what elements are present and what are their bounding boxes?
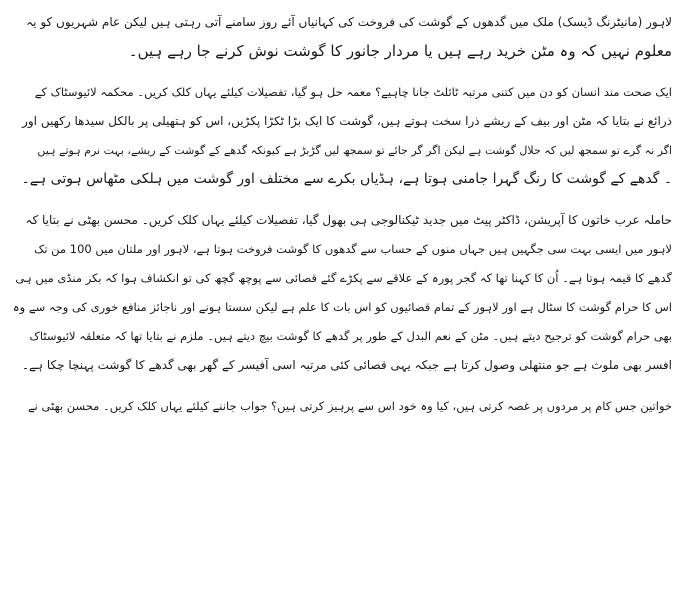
paragraph-line: معلوم نہیں کہ وہ مٹن خرید رہے ہیں یا مردار جانور کا گوشت نوش کرنے جا رہے ہیں۔ <box>128 42 672 60</box>
paragraph-line: لاہور (مانیٹرنگ ڈیسک) ملک میں گدھوں کے گوشت کی فروخت کی کہانیاں آئے روز سامنے آتی رہتی ہیں لیکن عام شہریوں کو یہ <box>26 15 672 29</box>
paragraph-3 <box>10 206 672 380</box>
paragraph-line: افسر بھی ملوث ہے جو منتھلی وصول کرتا ہے جبکہ یہی قصائی کئی مرتبہ اسی آفیسر کے گھر بھی گدھے کا گوشت پہنچا چکا ہے۔ <box>21 358 672 372</box>
paragraph-4 <box>10 392 672 421</box>
paragraph-line: اس کا حرام گوشت کا سٹال ہے اور لاہور کے تمام قصائیوں کو اس بات کا علم ہے لیکن سستا ہونے اور ناجائز منافع خوری کی وجہ سے وہ <box>12 300 672 314</box>
paragraph-1 <box>10 8 672 66</box>
paragraph-line: حاملہ عرب خاتون کا آپریشن، ڈاکٹر پیٹ میں جدید ٹیکنالوجی ہی بھول گیا، تفصیلات کیلئے یہاں کلک کریں۔ محسن بھٹی نے بتایا کہ <box>25 213 672 227</box>
paragraph-line: لاہور میں ایسی بہت سی جگہیں ہیں جہاں منوں کے حساب سے گدھوں کا گوشت فروخت ہوتا ہے، لاہور اور ملتان میں 100 من تک <box>34 242 672 256</box>
paragraph-line: ذرائع نے بتایا کہ مٹن اور بیف کے ریشے ذرا سخت ہوتے ہیں، گوشت کا ایک بڑا ٹکڑا پکڑیں، اس کو ہتھیلی پر بالکل سیدھا رکھیں اور <box>22 114 672 128</box>
paragraph-line: ۔ گدھے کے گوشت کا رنگ گہرا جامنی ہوتا ہے، ہڈیاں بکرے سے مختلف اور گوشت میں ہلکی مٹھاس ہوتی ہے۔ <box>21 171 672 187</box>
paragraph-line: اگر نہ گرے تو سمجھ لیں کہ حلال گوشت ہے لیکن اگر گر جائے تو سمجھ لیں گڑبڑ ہے کیونکہ گدھے کے گوشت کے ریشے، بہت نرم ہوتے ہیں <box>37 144 672 157</box>
paragraph-line: بھی حرام گوشت کو ترجیح دیتے ہیں۔ مٹن کے نعم البدل کے طور پر گدھے کا گوشت بیچ دیتے ہیں۔ ملزم نے بتایا تھا کہ متعلقہ لائیوسٹاک <box>29 329 672 343</box>
paragraph-2 <box>10 78 672 194</box>
paragraph-line: ایک صحت مند انسان کو دن میں کتنی مرتبہ ٹائلٹ جانا چاہیے؟ معمہ حل ہو گیا، تفصیلات کیلئے یہاں کلک کریں۔ محکمہ لائیوسٹاک کے <box>34 85 672 99</box>
paragraph-line: گدھے کا قیمہ ہوتا ہے۔ اُن کا کہنا تھا کہ گجر پورہ کے علاقے سے پکڑے گئے قصائی سے پوچھ گچھ کی تو انکشاف ہوا کہ بکر منڈی میں ہی <box>15 271 672 285</box>
paragraph-line: خواتین جس کام پر مردوں پر غصہ کرتی ہیں، کیا وہ خود اس سے پرہیز کرتی ہیں؟ جواب جاننے کیلئے یہاں کلک کریں۔ محسن بھٹی نے <box>27 399 672 413</box>
